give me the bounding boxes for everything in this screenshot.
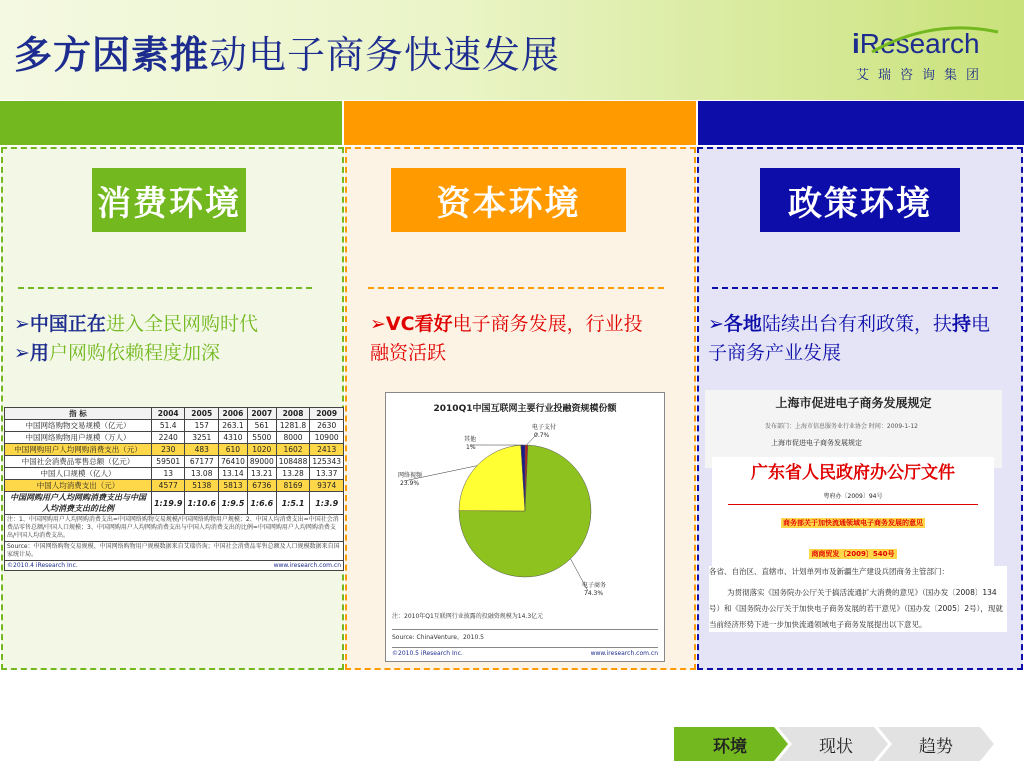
section-nav <box>674 727 994 761</box>
capital-heading: 资本环境 <box>391 168 626 232</box>
table-cell: 5138 <box>185 480 219 492</box>
table-cell: 1281.8 <box>276 420 310 432</box>
consumer-bullet-2: ➢用户网购依赖程度加深 <box>14 342 220 364</box>
table-cell: 2630 <box>310 420 344 432</box>
table-cell: 263.1 <box>219 420 248 432</box>
policy-divider <box>712 287 998 289</box>
capital-bullet-rest: 电子商务发展，行业投融资活跃 <box>370 313 643 364</box>
guangdong-doc-title: 广东省人民政府办公厅文件 <box>751 463 955 483</box>
consumer-bullet-2-rest: 户网购依赖程度加深 <box>48 342 220 364</box>
guangdong-doc-subject: 商务部关于加快流通领域电子商务发展的意见 <box>783 519 923 527</box>
pie-slice-label: 电子支付 <box>532 424 557 431</box>
table-cell: 67177 <box>185 456 219 468</box>
guangdong-doc-docno: 商商贸发〔2009〕540号 <box>811 550 895 558</box>
table-cell: 13.08 <box>185 468 219 480</box>
table-row-label: 中国人均消费支出（元） <box>5 480 152 492</box>
table-note: 注：1、中国网购用户人均网购消费支出=中国网络购物交易规模/中国网络购物用户规模；2、中国人均消费支出=中国社会消费品零售总额/中国人口规模；3、中国网购用户人均网购消费支出与中国人均消费支出的比例=中国网购用户人均网购消费支出/中国人均消费支出。 <box>4 515 344 542</box>
pie-slice <box>459 445 525 511</box>
shanghai-doc-title: 上海市促进电子商务发展规定 <box>775 396 932 410</box>
table-cell: 2240 <box>151 432 185 444</box>
table-footer-left: ©2010.4 iResearch Inc. <box>7 562 78 569</box>
table-row <box>5 468 344 480</box>
table-header-cell: 2005 <box>185 408 219 420</box>
policy-bullet-hl2: 持 <box>951 313 971 335</box>
table-header-cell: 2004 <box>151 408 185 420</box>
nav-status[interactable]: 现状 <box>819 736 853 757</box>
pie-slice-value: 1% <box>466 444 476 451</box>
table-ratio-cell: 1:6.6 <box>247 492 276 515</box>
table-header-row <box>5 408 344 420</box>
pie-slice-value: 74.3% <box>584 590 604 597</box>
policy-bullet-rest: 陆续出台有利政策，扶 <box>761 313 952 335</box>
table-ratio-label: 中国网购用户人均网购消费支出与中国人均消费支出的比例 <box>5 492 152 515</box>
nav-environment[interactable]: 环境 <box>713 736 747 757</box>
table-cell: 89000 <box>247 456 276 468</box>
pie-slice-label: 网络视频 <box>398 472 423 479</box>
guangdong-doc-no: 粤府办〔2009〕94号 <box>823 493 883 500</box>
consumer-bullet-1: ➢中国正在进入全民网购时代 <box>14 313 258 335</box>
consumer-bullet-1-hl: 中国正在 <box>29 313 106 335</box>
table-cell: 8000 <box>276 432 310 444</box>
table-cell: 6736 <box>247 480 276 492</box>
table-cell: 13.28 <box>276 468 310 480</box>
chart-footer <box>392 647 658 657</box>
table-cell: 13.37 <box>310 468 344 480</box>
table-row-label: 中国人口规模（亿人） <box>5 468 152 480</box>
policy-body-2: 为贯彻落实《国务院办公厅关于搞活流通扩大消费的意见》（国办发〔2008〕134号）和《国务院办公厅关于加快电子商务发展的若干意见》（国办发〔2005〕2号），现就当前经济形势下进一步加快流通领域电子商务发展提出以下意见。 <box>709 588 1003 629</box>
chart-footer-left: ©2010.5 iResearch Inc. <box>392 650 463 657</box>
table-header-cell: 2009 <box>310 408 344 420</box>
consumer-bullet-1-rest: 进入全民网购时代 <box>105 313 258 335</box>
table-ratio-cell: 1:5.1 <box>276 492 310 515</box>
table-row <box>5 480 344 492</box>
header-band <box>0 0 1024 100</box>
bar-blue <box>698 101 1024 145</box>
table-cell: 59501 <box>151 456 185 468</box>
logo-research: Research <box>859 28 980 59</box>
table-cell: 1020 <box>247 444 276 456</box>
table-row-label: 中国网络购物用户规模（万人） <box>5 432 152 444</box>
table-cell: 4310 <box>219 432 248 444</box>
table-footer-right: www.iresearch.com.cn <box>273 562 341 569</box>
slide-title <box>14 24 560 79</box>
nav-trends[interactable]: 趋势 <box>919 736 953 757</box>
chart-source: Source: ChinaVenture，2010.5 <box>392 629 658 641</box>
consumer-bullets <box>14 310 334 368</box>
iresearch-logo <box>852 28 1002 96</box>
bar-green <box>0 101 342 145</box>
table-header-cell: 指 标 <box>5 408 152 420</box>
table-cell: 230 <box>151 444 185 456</box>
table-cell: 8169 <box>276 480 310 492</box>
policy-heading: 政策环境 <box>760 168 960 232</box>
table-ratio-cell: 1:10.6 <box>185 492 219 515</box>
table-source: Source：中国网络购物交易规模、中国网络购物用户规模数据来自艾瑞咨询；中国社会消费品零售总额及人口规模数据来自国家统计局。 <box>4 542 344 561</box>
pie-chart-svg <box>386 415 664 615</box>
table-cell: 10900 <box>310 432 344 444</box>
table-row-label: 中国网购用户人均网购消费支出（元） <box>5 444 152 456</box>
chart-footer-right: www.iresearch.com.cn <box>590 650 658 657</box>
policy-body-1: 各省、自治区、直辖市、计划单列市及新疆生产建设兵团商务主管部门： <box>709 567 949 576</box>
consumer-data-table <box>4 407 344 515</box>
consumer-divider <box>18 287 312 289</box>
table-cell: 610 <box>219 444 248 456</box>
logo-company: 艾瑞咨询集团 <box>856 68 989 83</box>
logo-swoosh-icon <box>852 22 1002 62</box>
table-header-cell: 2006 <box>219 408 248 420</box>
table-cell: 561 <box>247 420 276 432</box>
table-cell: 157 <box>185 420 219 432</box>
pie-slice-label: 其他 <box>464 436 477 443</box>
table-cell: 51.4 <box>151 420 185 432</box>
policy-bullet: ➢各地陆续出台有利政策，扶持电子商务产业发展 <box>708 313 990 364</box>
guangdong-doc <box>712 457 994 567</box>
table-row <box>5 432 344 444</box>
table-ratio-cell: 1:9.5 <box>219 492 248 515</box>
consumer-bullet-2-hl: 用 <box>29 342 49 364</box>
policy-bullet-rest2: 电子商务产业发展 <box>708 313 990 364</box>
shanghai-doc-meta: 发布部门：上海市信息服务业行业协会 时间：2009-1-12 <box>765 423 918 430</box>
pie-slice-label: 电子商务 <box>582 582 607 589</box>
consumer-heading: 消费环境 <box>92 168 246 232</box>
table-row-label: 中国网络购物交易规模（亿元） <box>5 420 152 432</box>
table-cell: 1602 <box>276 444 310 456</box>
policy-bullet-hl: 各地 <box>723 313 762 335</box>
table-cell: 76410 <box>219 456 248 468</box>
bar-orange <box>344 101 696 145</box>
table-cell: 4577 <box>151 480 185 492</box>
commerce-doc-body <box>709 566 1007 632</box>
table-cell: 9374 <box>310 480 344 492</box>
table-ratio-row <box>5 492 344 515</box>
table-cell: 5813 <box>219 480 248 492</box>
capital-divider <box>368 287 664 289</box>
table-cell: 13 <box>151 468 185 480</box>
table-cell: 2413 <box>310 444 344 456</box>
table-ratio-cell: 1:19.9 <box>151 492 185 515</box>
table-row-label: 中国社会消费品零售总额（亿元） <box>5 456 152 468</box>
table-cell: 125343 <box>310 456 344 468</box>
table-row <box>5 420 344 432</box>
table-cell: 13.14 <box>219 468 248 480</box>
table-footer <box>4 561 344 571</box>
logo-i: i <box>852 28 860 59</box>
table-cell: 108488 <box>276 456 310 468</box>
shanghai-doc-line: 上海市促进电子商务发展规定 <box>771 439 862 447</box>
table-header-cell: 2008 <box>276 408 310 420</box>
title-rest: 动电子商务快速发展 <box>209 33 561 77</box>
table-cell: 5500 <box>247 432 276 444</box>
title-bold: 多方因素推 <box>14 33 210 77</box>
pie-slice-value: 23.9% <box>400 480 420 487</box>
chart-note: 注：2010年Q1互联网行业披露的投融资规模为14.3亿元 <box>392 613 544 620</box>
table-header-cell: 2007 <box>247 408 276 420</box>
table-cell: 13.21 <box>247 468 276 480</box>
table-cell: 3251 <box>185 432 219 444</box>
table-ratio-cell: 1:3.9 <box>310 492 344 515</box>
pie-chart-box <box>385 392 665 662</box>
pie-slice-value: 0.7% <box>534 432 550 439</box>
table-row <box>5 444 344 456</box>
table-cell: 483 <box>185 444 219 456</box>
capital-bullet: ➢VC看好电子商务发展，行业投融资活跃 <box>370 313 643 364</box>
capital-bullet-hl: VC看好 <box>385 313 453 335</box>
chart-title: 2010Q1中国互联网主要行业投融资规模份额 <box>433 404 617 414</box>
consumer-table-wrap <box>4 407 344 571</box>
table-row <box>5 456 344 468</box>
